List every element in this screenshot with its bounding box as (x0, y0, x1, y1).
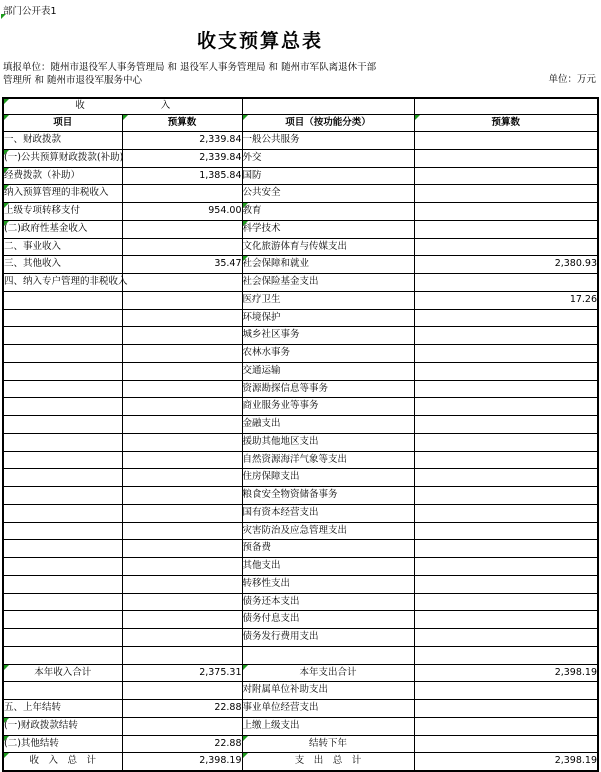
income-item-cell[interactable] (3, 504, 122, 522)
income-item-cell[interactable]: 收 入 总 计 (3, 753, 122, 771)
income-item-cell[interactable] (3, 558, 122, 576)
expense-amount-cell[interactable] (414, 700, 598, 718)
expense-amount-cell[interactable]: 2,380.93 (414, 256, 598, 274)
expense-item-cell[interactable]: 本年支出合计 (242, 664, 414, 682)
budget-table (2, 97, 599, 772)
expense-item-cell[interactable]: 社会保障和就业 (242, 256, 414, 274)
income-amount-cell[interactable] (122, 611, 242, 629)
expense-amount-cell[interactable] (414, 238, 598, 256)
income-item-cell[interactable]: 本年收入合计 (3, 664, 122, 682)
income-item-cell[interactable] (3, 540, 122, 558)
expense-item-cell[interactable]: 外交 (242, 149, 414, 167)
expense-item-cell[interactable]: 科学技术 (242, 220, 414, 238)
income-item-cell[interactable]: (二)政府性基金收入 (3, 220, 122, 238)
table-row (3, 274, 598, 292)
income-item-cell[interactable]: 经费拨款（补助） (3, 167, 122, 185)
income-item-cell[interactable] (3, 469, 122, 487)
income-amount-cell[interactable]: 22.88 (122, 735, 242, 753)
income-item-cell[interactable]: 上级专项转移支付 (3, 203, 122, 221)
cell-flag-icon (243, 736, 248, 741)
table-row (3, 664, 598, 682)
page-title: 收支预算总表 (196, 30, 323, 52)
table-row (3, 451, 598, 469)
income-amount-cell[interactable] (122, 522, 242, 540)
table-header-row (3, 115, 598, 132)
income-item-cell[interactable] (3, 646, 122, 664)
expense-amount-cell[interactable] (414, 416, 598, 434)
expense-amount-cell[interactable] (414, 203, 598, 221)
table-row (3, 593, 598, 611)
expense-item-cell[interactable]: 援助其他地区支出 (242, 433, 414, 451)
income-amount-cell[interactable] (122, 629, 242, 647)
income-amount-cell[interactable] (122, 487, 242, 505)
expense-amount-cell[interactable] (414, 558, 598, 576)
cell-flag-icon (243, 115, 248, 120)
expense-item-cell[interactable]: 预备费 (242, 540, 414, 558)
income-amount-cell[interactable]: 22.88 (122, 700, 242, 718)
income-item-cell[interactable]: 四、纳入专户管理的非税收入 (3, 274, 122, 292)
income-item-cell[interactable] (3, 291, 122, 309)
expense-item-cell[interactable]: 转移性支出 (242, 575, 414, 593)
table-row (3, 416, 598, 434)
income-amount-cell[interactable] (122, 238, 242, 256)
sheet-label: 部门公开表1 (3, 6, 57, 17)
expense-amount-cell[interactable] (414, 611, 598, 629)
table-row (3, 149, 598, 167)
table-row (3, 380, 598, 398)
expense-item-cell[interactable]: 交通运输 (242, 362, 414, 380)
expense-item-cell[interactable]: 农林水事务 (242, 345, 414, 363)
expense-amount-cell[interactable] (414, 274, 598, 292)
expense-item-cell[interactable]: 债务发行费用支出 (242, 629, 414, 647)
table-row (3, 309, 598, 327)
expense-amount-cell[interactable] (414, 540, 598, 558)
expense-amount-cell[interactable] (414, 451, 598, 469)
income-item-cell[interactable] (3, 398, 122, 416)
expense-item-cell[interactable]: 债务付息支出 (242, 611, 414, 629)
table-row (3, 717, 598, 735)
expense-item-cell[interactable]: 城乡社区事务 (242, 327, 414, 345)
expense-item-cell[interactable]: 上缴上级支出 (242, 717, 414, 735)
filing-unit-line2: 管理所 和 随州市退役军服务中心 (3, 75, 143, 86)
unit-note: 单位：万元 (548, 74, 596, 85)
income-item-cell[interactable] (3, 575, 122, 593)
expense-item-cell[interactable]: 国防 (242, 167, 414, 185)
expense-item-cell[interactable]: 结转下年 (242, 735, 414, 753)
table-row (3, 132, 598, 150)
cell-flag-icon (243, 753, 248, 758)
expense-amount-cell[interactable] (414, 487, 598, 505)
expense-amount-cell[interactable] (414, 469, 598, 487)
expense-amount-cell[interactable] (414, 185, 598, 203)
expense-amount-cell[interactable] (414, 398, 598, 416)
expense-amount-cell[interactable] (414, 345, 598, 363)
expense-item-cell[interactable]: 资源勘探信息等事务 (242, 380, 414, 398)
table-row (3, 629, 598, 647)
income-item-cell[interactable] (3, 522, 122, 540)
expense-item-cell[interactable]: 金融支出 (242, 416, 414, 434)
income-item-cell[interactable]: (二)其他结转 (3, 735, 122, 753)
expense-item-cell[interactable]: 社会保险基金支出 (242, 274, 414, 292)
income-amount-cell[interactable]: 35.47 (122, 256, 242, 274)
cell-flag-icon (4, 718, 9, 723)
expense-item-cell[interactable]: 一般公共服务 (242, 132, 414, 150)
income-amount-cell[interactable] (122, 717, 242, 735)
table-row (3, 256, 598, 274)
table-row (3, 611, 598, 629)
expense-amount-cell[interactable] (414, 327, 598, 345)
income-item-cell[interactable] (3, 593, 122, 611)
cell-flag-icon (4, 99, 9, 104)
expense-amount-cell[interactable] (414, 132, 598, 150)
expense-item-cell[interactable]: 支 出 总 计 (242, 753, 414, 771)
table-row (3, 398, 598, 416)
filing-unit-block (3, 61, 376, 87)
expense-item-cell[interactable]: 事业单位经营支出 (242, 700, 414, 718)
table-row (3, 185, 598, 203)
column-header-income-item[interactable]: 项目 (3, 115, 122, 132)
cell-flag-icon (4, 736, 9, 741)
expense-amount-cell[interactable] (414, 433, 598, 451)
income-item-cell[interactable] (3, 362, 122, 380)
expense-item-cell[interactable]: 环境保护 (242, 309, 414, 327)
income-amount-cell[interactable] (122, 593, 242, 611)
expense-item-cell[interactable]: 住房保障支出 (242, 469, 414, 487)
expense-amount-cell[interactable] (414, 593, 598, 611)
table-row (3, 558, 598, 576)
cell-flag-icon (4, 115, 9, 120)
cell-flag-icon (243, 221, 248, 226)
cell-flag-icon (4, 150, 9, 155)
cell-flag-icon (123, 115, 128, 120)
income-amount-cell[interactable] (122, 433, 242, 451)
table-row (3, 522, 598, 540)
cell-flag-icon (4, 203, 9, 208)
cell-flag-icon (243, 256, 248, 261)
expense-amount-cell[interactable] (414, 167, 598, 185)
expense-amount-cell[interactable] (414, 149, 598, 167)
cell-flag-icon (243, 203, 248, 208)
table-row (3, 433, 598, 451)
income-item-cell[interactable] (3, 611, 122, 629)
income-amount-cell[interactable] (122, 451, 242, 469)
income-amount-cell[interactable] (122, 380, 242, 398)
income-amount-cell[interactable] (122, 504, 242, 522)
table-row (3, 167, 598, 185)
income-amount-cell[interactable]: 1,385.84 (122, 167, 242, 185)
income-amount-cell[interactable]: 2,375.31 (122, 664, 242, 682)
expense-item-cell[interactable]: 灾害防治及应急管理支出 (242, 522, 414, 540)
income-item-cell[interactable] (3, 487, 122, 505)
expense-item-cell[interactable]: 对附属单位补助支出 (242, 682, 414, 700)
income-item-cell[interactable] (3, 380, 122, 398)
expense-amount-cell[interactable] (414, 220, 598, 238)
expense-item-cell[interactable]: 公共安全 (242, 185, 414, 203)
column-header-expense-item[interactable]: 项目（按功能分类） (242, 115, 414, 132)
income-amount-cell[interactable] (122, 220, 242, 238)
income-item-cell[interactable] (3, 345, 122, 363)
expense-amount-cell[interactable] (414, 504, 598, 522)
income-item-cell[interactable] (3, 629, 122, 647)
table-row (3, 682, 598, 700)
expense-amount-cell[interactable]: 17.26 (414, 291, 598, 309)
income-item-cell[interactable]: 五、上年结转 (3, 700, 122, 718)
expense-item-cell[interactable]: 商业服务业等事务 (242, 398, 414, 416)
banner-empty-cell[interactable] (242, 98, 414, 115)
income-amount-cell[interactable]: 954.00 (122, 203, 242, 221)
table-row (3, 700, 598, 718)
cell-flag-icon (4, 185, 9, 190)
expense-item-cell[interactable]: 教育 (242, 203, 414, 221)
expense-item-cell[interactable]: 债务还本支出 (242, 593, 414, 611)
income-item-cell[interactable] (3, 433, 122, 451)
income-banner-cell[interactable]: 收 入 (3, 98, 242, 115)
cell-flag-icon (4, 665, 9, 670)
table-row (3, 98, 598, 115)
income-amount-cell[interactable] (122, 469, 242, 487)
table-row (3, 735, 598, 753)
table-row (3, 753, 598, 771)
expense-amount-cell[interactable] (414, 717, 598, 735)
table-row (3, 327, 598, 345)
table-row (3, 504, 598, 522)
income-amount-cell[interactable] (122, 185, 242, 203)
expense-amount-cell[interactable] (414, 522, 598, 540)
filing-unit-line1: 填报单位：随州市退役军人事务管理局 和 退役军人事务管理局 和 随州市军队离退休干部 (3, 62, 377, 73)
banner-empty-cell[interactable] (414, 98, 598, 115)
income-amount-cell[interactable]: 2,339.84 (122, 149, 242, 167)
expense-item-cell[interactable]: 国有资本经营支出 (242, 504, 414, 522)
expense-item-cell[interactable]: 其他支出 (242, 558, 414, 576)
table-row (3, 487, 598, 505)
income-amount-cell[interactable] (122, 362, 242, 380)
income-amount-cell[interactable] (122, 558, 242, 576)
expense-amount-cell[interactable] (414, 646, 598, 664)
income-item-cell[interactable] (3, 327, 122, 345)
income-amount-cell[interactable] (122, 646, 242, 664)
income-amount-cell[interactable] (122, 345, 242, 363)
budget-table-body (3, 132, 598, 772)
income-amount-cell[interactable] (122, 309, 242, 327)
income-item-cell[interactable] (3, 309, 122, 327)
table-row (3, 575, 598, 593)
income-item-cell[interactable]: 一、财政拨款 (3, 132, 122, 150)
income-amount-cell[interactable] (122, 398, 242, 416)
expense-amount-cell[interactable]: 2,398.19 (414, 753, 598, 771)
cell-flag-icon (4, 753, 9, 758)
income-amount-cell[interactable]: 2,339.84 (122, 132, 242, 150)
income-amount-cell[interactable] (122, 327, 242, 345)
expense-amount-cell[interactable]: 2,398.19 (414, 664, 598, 682)
income-item-cell[interactable]: 三、其他收入 (3, 256, 122, 274)
expense-amount-cell[interactable] (414, 362, 598, 380)
table-row (3, 220, 598, 238)
expense-item-cell[interactable]: 文化旅游体育与传媒支出 (242, 238, 414, 256)
cell-flag-icon (4, 168, 9, 173)
table-row (3, 469, 598, 487)
income-item-cell[interactable] (3, 451, 122, 469)
expense-amount-cell[interactable] (414, 380, 598, 398)
table-row (3, 345, 598, 363)
expense-amount-cell[interactable] (414, 309, 598, 327)
expense-item-cell[interactable]: 医疗卫生 (242, 291, 414, 309)
expense-amount-cell[interactable] (414, 735, 598, 753)
cell-flag-icon (415, 115, 420, 120)
income-amount-cell[interactable] (122, 274, 242, 292)
table-row (3, 646, 598, 664)
table-row (3, 362, 598, 380)
cell-flag-icon (1, 14, 6, 19)
cell-flag-icon (4, 221, 9, 226)
cell-flag-icon (243, 665, 248, 670)
table-row (3, 238, 598, 256)
column-header-expense-amount[interactable]: 预算数 (414, 115, 598, 132)
income-amount-cell[interactable] (122, 575, 242, 593)
expense-amount-cell[interactable] (414, 682, 598, 700)
expense-item-cell[interactable]: 粮食安全物资储备事务 (242, 487, 414, 505)
expense-item-cell[interactable] (242, 646, 414, 664)
expense-amount-cell[interactable] (414, 575, 598, 593)
income-amount-cell[interactable] (122, 291, 242, 309)
column-header-income-amount[interactable]: 预算数 (122, 115, 242, 132)
income-item-cell[interactable]: 纳入预算管理的非税收入 (3, 185, 122, 203)
income-item-cell[interactable]: (一)财政拨款结转 (3, 717, 122, 735)
income-amount-cell[interactable]: 2,398.19 (122, 753, 242, 771)
table-row (3, 203, 598, 221)
table-row (3, 540, 598, 558)
income-amount-cell[interactable] (122, 682, 242, 700)
income-item-cell[interactable]: 二、事业收入 (3, 238, 122, 256)
income-amount-cell[interactable] (122, 540, 242, 558)
expense-item-cell[interactable]: 自然资源海洋气象等支出 (242, 451, 414, 469)
income-amount-cell[interactable] (122, 416, 242, 434)
expense-amount-cell[interactable] (414, 629, 598, 647)
table-row (3, 291, 598, 309)
income-item-cell[interactable] (3, 682, 122, 700)
income-item-cell[interactable]: (一)公共预算财政拨款(补助) (3, 149, 122, 167)
income-item-cell[interactable] (3, 416, 122, 434)
